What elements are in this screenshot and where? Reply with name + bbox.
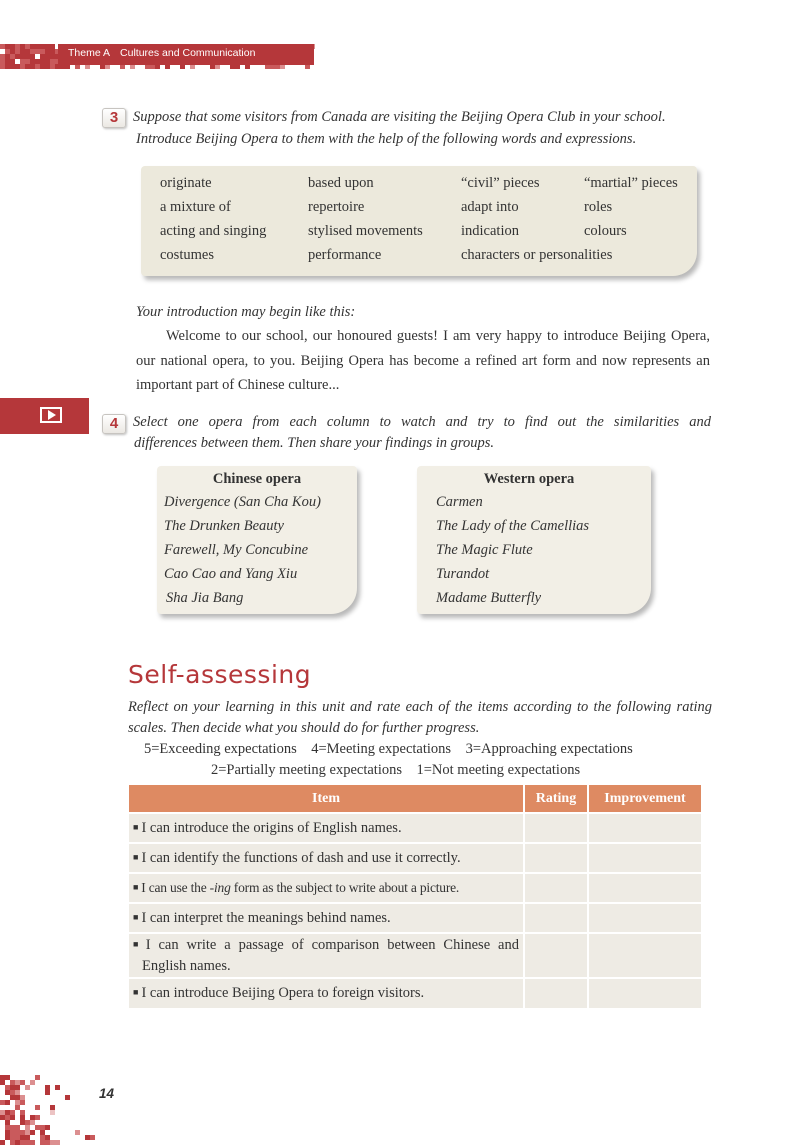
chinese-opera-item: The Drunken Beauty [164, 518, 284, 534]
task-4-instruction-line1: Select one opera from each column to watch and try to find out the similarities and [133, 414, 711, 430]
item-text-emphasis: -ing [209, 880, 231, 895]
pixel-cell [5, 1100, 10, 1105]
bullet-icon: ■ [133, 821, 139, 832]
word-bank-item: repertoire [308, 199, 365, 215]
pixel-cell [65, 1095, 70, 1100]
item-cell [129, 813, 524, 843]
play-icon [48, 410, 56, 420]
word-bank-item: based upon [308, 175, 374, 191]
rating-cell[interactable] [524, 843, 588, 873]
item-cell [129, 978, 524, 1008]
bullet-icon: ■ [133, 939, 143, 949]
bullet-icon: ■ [133, 851, 139, 862]
chinese-opera-item: Sha Jia Bang [166, 590, 244, 606]
item-cell [129, 873, 524, 903]
item-text: I can use the [141, 880, 210, 895]
pixel-cell [35, 1075, 40, 1080]
chinese-opera-item: Farewell, My Concubine [164, 542, 309, 558]
chinese-opera-item: Divergence (San Cha Kou) [164, 494, 321, 510]
pixel-cell [55, 1140, 60, 1145]
improvement-cell[interactable] [588, 843, 701, 873]
western-opera-item: Madame Butterfly [436, 590, 542, 606]
western-opera-box [417, 466, 651, 614]
rating-scale-line2: 2=Partially meeting expectations 1=Not meeting expectations [211, 762, 581, 778]
word-bank-item: roles [584, 199, 613, 215]
header-theme: Theme A [68, 47, 111, 59]
word-bank-box [141, 166, 697, 276]
pixel-cell [90, 1135, 95, 1140]
bullet-icon: ■ [133, 911, 139, 922]
task-4-instruction-line2: differences between them. Then share your findings in groups. [134, 435, 495, 451]
pixel-cell [25, 1085, 30, 1090]
pixel-cell [50, 1110, 55, 1115]
column-header-rating: Rating [524, 785, 588, 813]
table-row [129, 933, 701, 978]
table-row [129, 978, 701, 1008]
item-text: I can identify the functions of dash and use it correctly. [141, 849, 461, 866]
word-bank-item: colours [584, 223, 627, 239]
rating-cell[interactable] [524, 873, 588, 903]
table-row [129, 873, 701, 903]
word-bank-item: adapt into [461, 199, 519, 215]
word-bank-item: originate [160, 175, 212, 191]
self-assessing-description: Reflect on your learning in this unit and rate each of the items according to the following rating scales. Then decide what you should do for further progress. [128, 699, 712, 736]
item-text-rest: form as the subject to write about a picture. [230, 880, 460, 895]
chinese-opera-box [157, 466, 357, 614]
self-assessing-title: Self-assessing [128, 660, 312, 689]
improvement-cell[interactable] [588, 903, 701, 933]
pixel-cell [30, 1140, 35, 1145]
table-row [129, 843, 701, 873]
bullet-icon: ■ [133, 987, 139, 997]
pixel-cell [20, 1100, 25, 1105]
improvement-cell[interactable] [588, 813, 701, 843]
improvement-cell[interactable] [588, 933, 701, 978]
rating-scale-line1: 5=Exceeding expectations 4=Meeting expectations 3=Approaching expectations [144, 741, 633, 757]
pixel-cell [30, 1130, 35, 1135]
bullet-icon: ■ [133, 882, 139, 892]
item-text: I can write a passage of comparison between Chinese and English names. [142, 937, 519, 974]
word-bank-item: costumes [160, 247, 214, 263]
intro-lead: Your introduction may begin like this: [136, 304, 356, 320]
rating-cell[interactable] [524, 933, 588, 978]
rating-cell[interactable] [524, 813, 588, 843]
column-header-item: Item [129, 785, 524, 813]
item-text: I can interpret the meanings behind names. [141, 909, 391, 926]
word-bank-item: indication [461, 223, 519, 239]
chinese-opera-item: Cao Cao and Yang Xiu [164, 566, 298, 582]
pixel-cell [10, 1115, 15, 1120]
pixel-cell [35, 1115, 40, 1120]
pixel-cell [35, 1105, 40, 1110]
word-bank-item: characters or personalities [461, 247, 613, 263]
pixel-cell [45, 1125, 50, 1130]
task-3-instruction-line1: Suppose that some visitors from Canada are visiting the Beijing Opera Club in your school. [133, 109, 666, 125]
improvement-cell[interactable] [588, 873, 701, 903]
improvement-cell[interactable] [588, 978, 701, 1008]
rating-cell[interactable] [524, 978, 588, 1008]
table-row [129, 903, 701, 933]
page-number: 14 [99, 1086, 115, 1101]
pixel-cell [0, 1140, 5, 1145]
table-row [129, 813, 701, 843]
word-bank-item: “civil” pieces [461, 175, 540, 191]
western-opera-item: The Lady of the Camellias [436, 518, 590, 534]
item-cell [129, 933, 524, 978]
western-opera-item: Carmen [436, 494, 483, 510]
item-text: I can introduce the origins of English names. [141, 819, 402, 836]
chinese-opera-heading: Chinese opera [212, 471, 302, 487]
western-opera-item: The Magic Flute [436, 542, 533, 558]
header-section: Cultures and Communication [120, 47, 256, 59]
word-bank-item: a mixture of [160, 199, 231, 215]
task-3-badge: 3 [102, 108, 126, 128]
column-header-improvement: Improvement [588, 785, 701, 813]
item-cell [129, 843, 524, 873]
task-3-instruction-line2: Introduce Beijing Opera to them with the help of the following words and expressions. [136, 131, 637, 147]
word-bank-item: acting and singing [160, 223, 267, 239]
pixel-cell [45, 1090, 50, 1095]
header-title [68, 47, 255, 59]
word-bank-item: “martial” pieces [584, 175, 678, 191]
western-opera-heading: Western opera [483, 471, 575, 487]
intro-text: Welcome to our school, our honoured guests! I am very happy to introduce Beijing Opera, our national opera, to you. Beijing Opera has become a refined art form and now represents an important part of Chinese culture... [136, 328, 710, 393]
video-resource-tab[interactable] [0, 398, 89, 434]
pixel-cell [55, 1085, 60, 1090]
word-bank-item: performance [308, 247, 382, 263]
pixel-cell [30, 1080, 35, 1085]
word-bank-item: stylised movements [308, 223, 423, 239]
pixel-cell [75, 1130, 80, 1135]
rating-cell[interactable] [524, 903, 588, 933]
intro-paragraph [136, 324, 710, 398]
self-assessment-table [129, 785, 701, 1008]
item-text: I can introduce Beijing Opera to foreign visitors. [141, 985, 425, 1001]
task-4-badge: 4 [102, 414, 126, 434]
table-header-row [129, 785, 701, 813]
western-opera-item: Turandot [436, 566, 490, 582]
item-cell [129, 903, 524, 933]
